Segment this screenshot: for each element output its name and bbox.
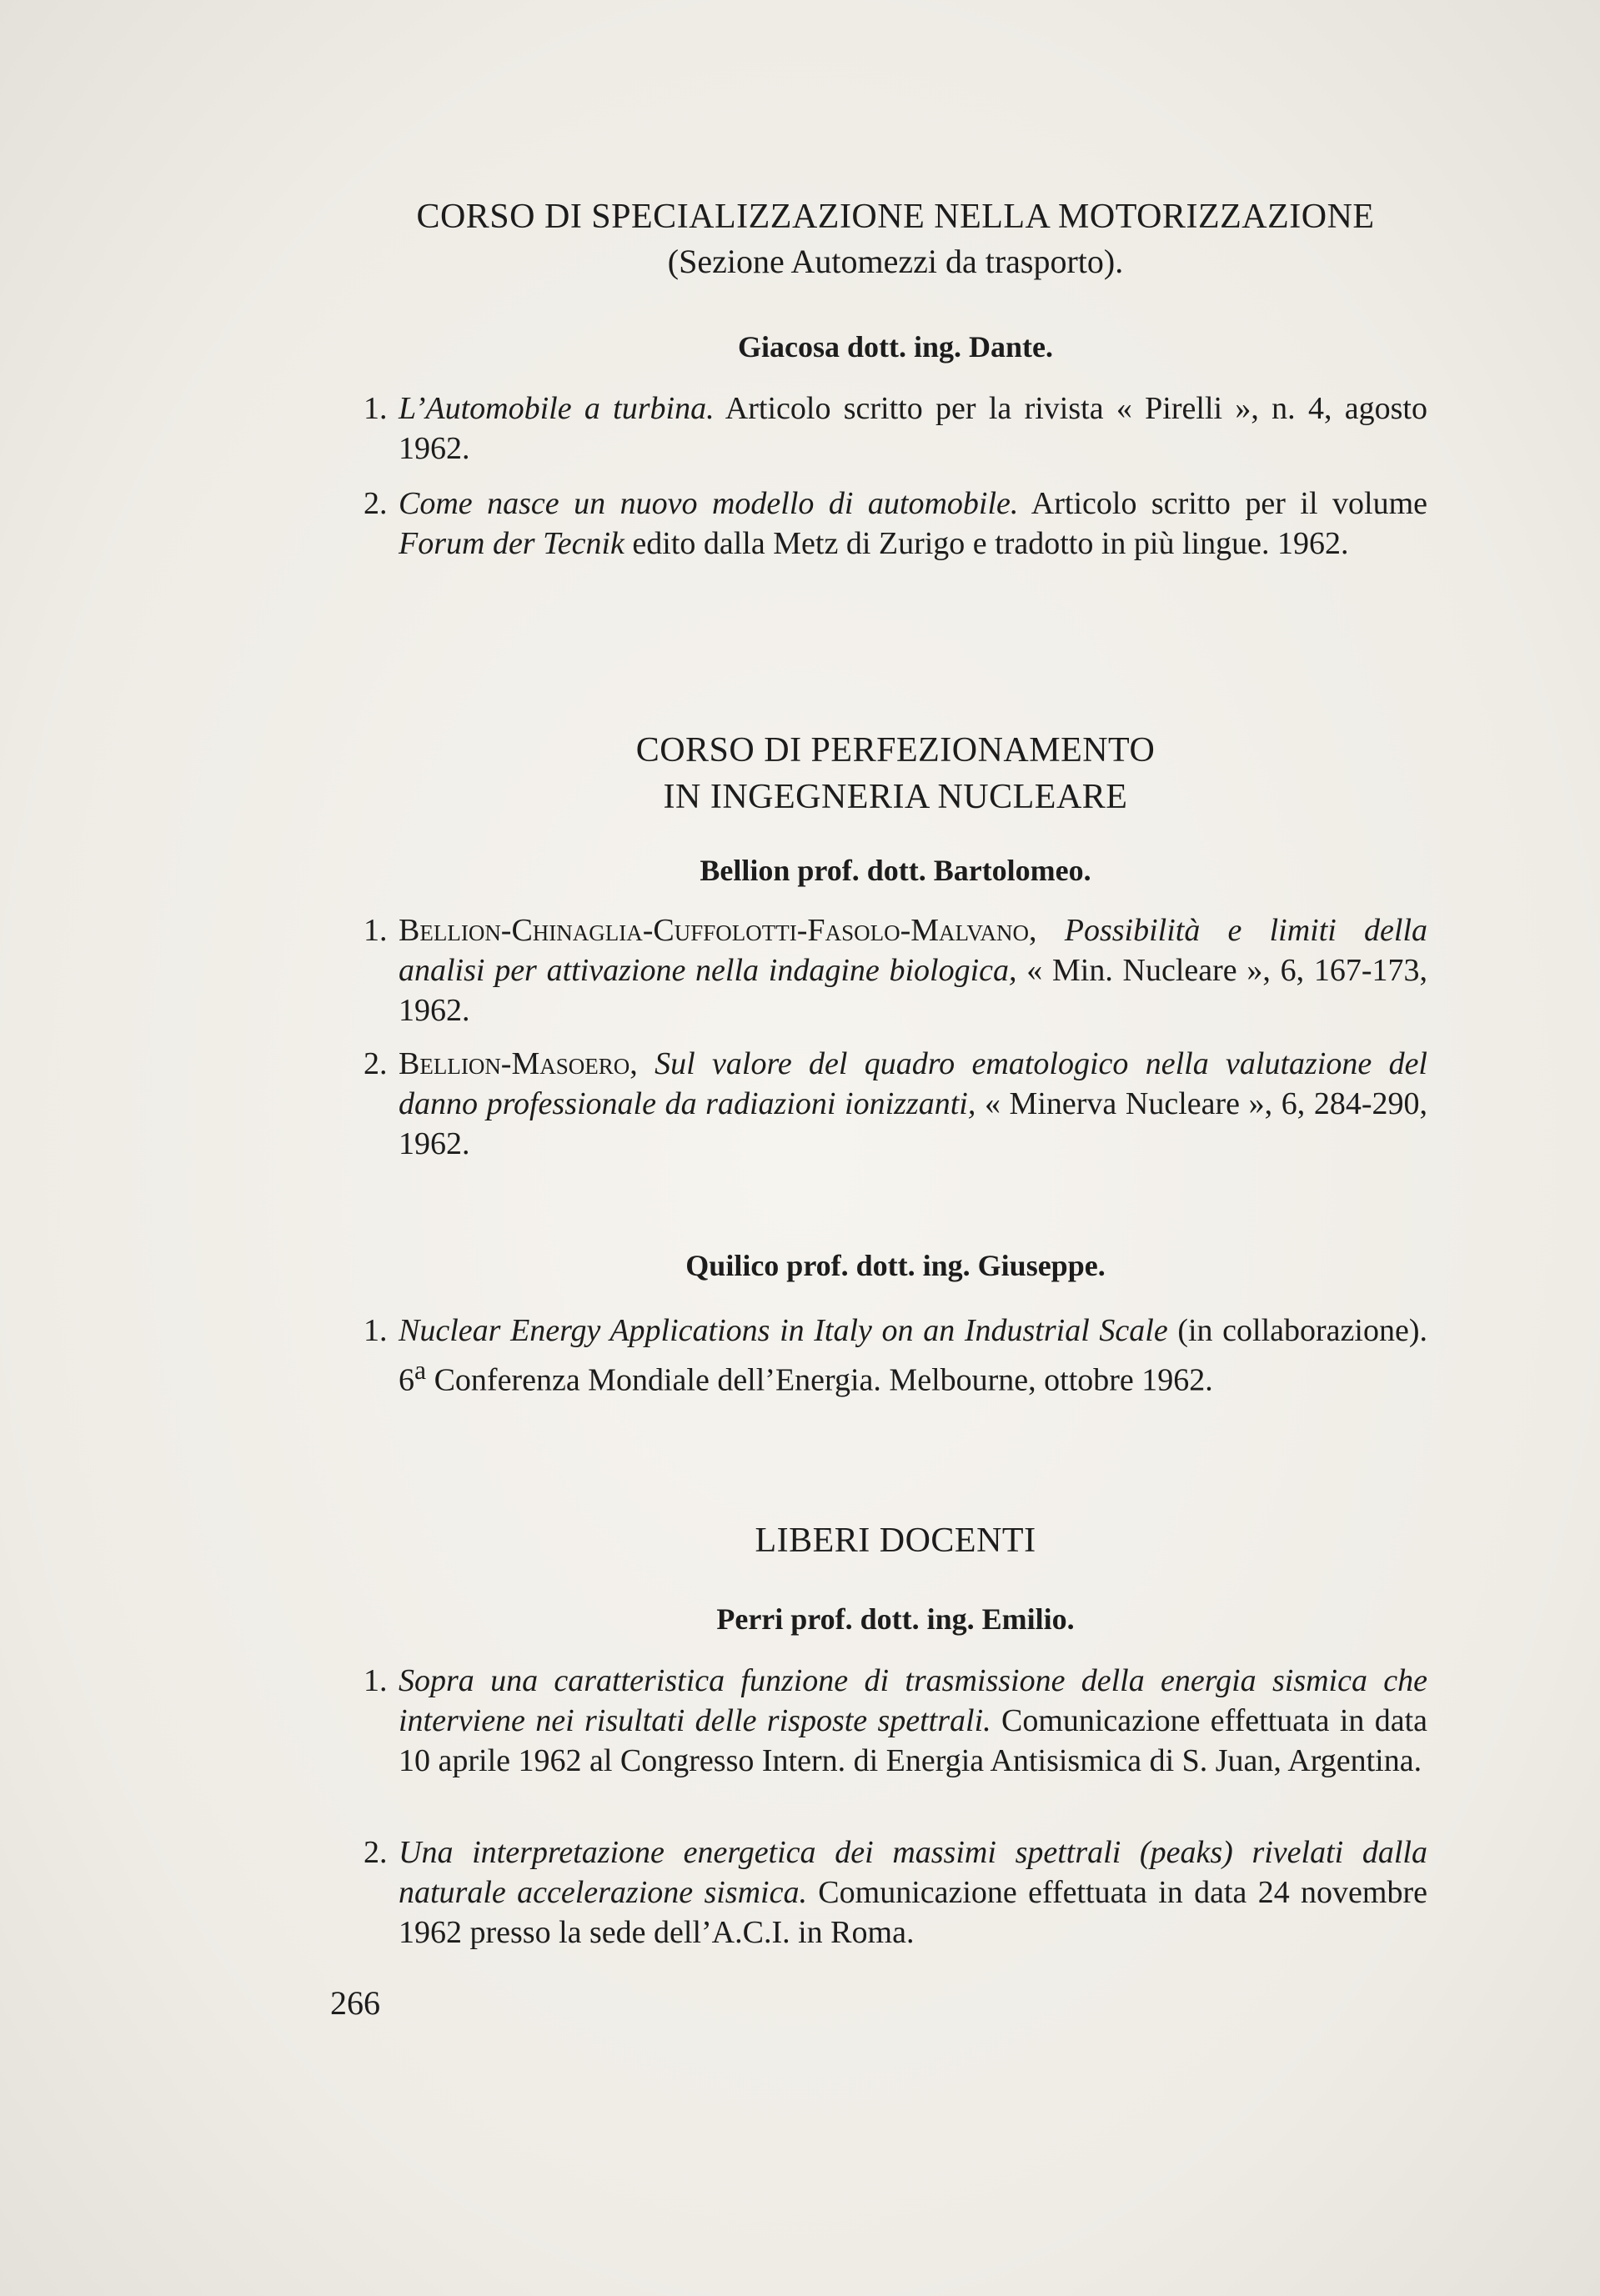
entry-number: 2. xyxy=(364,1046,388,1081)
entry-details: Comunicazione effettuata in data 10 aprile 1962 al Congresso Intern. di Energia Antisismica di S. Juan, Argentina. xyxy=(399,1703,1427,1778)
entry-title: L’Automobile a turbina. xyxy=(399,391,715,426)
entry-title: Come nasce un nuovo modello di automobile. xyxy=(399,486,1019,521)
bibliography-entry xyxy=(364,910,1427,1030)
entry-title: Una interpretazione energetica dei massimi spettrali (peaks) rivelati dalla naturale accelerazione sismica. xyxy=(399,1835,1427,1910)
bibliography-entry xyxy=(364,484,1427,564)
section-subheading: (Sezione Automezzi da trasporto). xyxy=(667,243,1124,280)
entry-title: Sul valore del quadro ematologico nella valutazione del danno professionale da radiazioni ionizzanti, xyxy=(399,1046,1427,1121)
bibliography-entry xyxy=(364,1661,1427,1781)
entry-authors: Bellion-Masoero, xyxy=(399,1046,638,1081)
bibliography-entry xyxy=(364,1832,1427,1953)
section-heading: IN INGEGNERIA NUCLEARE xyxy=(663,778,1128,816)
entry-details: Articolo scritto per il volume xyxy=(1018,486,1427,521)
section-motorizzazione xyxy=(364,193,1427,283)
entry-number: 2. xyxy=(364,1835,388,1870)
entry-number: 1. xyxy=(364,391,388,426)
bibliography-entry xyxy=(364,1044,1427,1164)
entry-authors: Bellion-Chinaglia-Cuffolotti-Fasolo-Malvano, xyxy=(399,913,1037,948)
entry-title: Sopra una caratteristica funzione di trasmissione della energia sismica che interviene nei risultati delle risposte spettrali. xyxy=(399,1663,1427,1738)
bibliography-entry xyxy=(364,1311,1427,1401)
author-name: Quilico prof. dott. ing. Giuseppe. xyxy=(685,1249,1106,1282)
entry-details: Articolo scritto per la rivista « Pirelli », n. 4, agosto 1962. xyxy=(399,391,1427,466)
section-ingegneria-nucleare xyxy=(364,727,1427,820)
entry-details: edito dalla Metz di Zurigo e tradotto in più lingue. 1962. xyxy=(624,526,1349,561)
entry-superscript: a xyxy=(414,1356,427,1385)
bibliography-list xyxy=(364,389,1427,469)
author-name: Bellion prof. dott. Bartolomeo. xyxy=(700,854,1091,887)
entry-details: « Minerva Nucleare », 6, 284-290, 1962. xyxy=(399,1086,1427,1161)
entry-details: Comunicazione effettuata in data 24 novembre 1962 presso la sede dell’A.C.I. in Roma. xyxy=(399,1875,1427,1950)
author-name: Perri prof. dott. ing. Emilio. xyxy=(716,1602,1075,1636)
entry-number: 2. xyxy=(364,486,388,521)
page-number: 266 xyxy=(330,1984,380,2022)
section-heading: CORSO DI PERFEZIONAMENTO xyxy=(635,731,1156,770)
entry-details: (in collaborazione). 6 xyxy=(399,1313,1427,1398)
section-heading: LIBERI DOCENTI xyxy=(755,1521,1036,1560)
entry-title: Possibilità e limiti della analisi per attivazione nella indagine biologica, xyxy=(399,913,1427,988)
author-name: Giacosa dott. ing. Dante. xyxy=(738,330,1053,363)
entry-number: 1. xyxy=(364,1663,388,1698)
section-liberi-docenti xyxy=(364,1517,1427,1564)
entry-title: Nuclear Energy Applications in Italy on an Industrial Scale xyxy=(399,1313,1168,1348)
entry-number: 1. xyxy=(364,1313,388,1348)
bibliography-entry xyxy=(364,389,1427,469)
entry-details: Conferenza Mondiale dell’Energia. Melbourne, ottobre 1962. xyxy=(426,1362,1213,1398)
entry-volume-title: Forum der Tecnik xyxy=(399,526,624,561)
entry-details: « Min. Nucleare », 6, 167-173, 1962. xyxy=(399,953,1427,1028)
entry-number: 1. xyxy=(364,913,388,948)
section-heading: CORSO DI SPECIALIZZAZIONE NELLA MOTORIZZAZIONE xyxy=(416,198,1375,236)
